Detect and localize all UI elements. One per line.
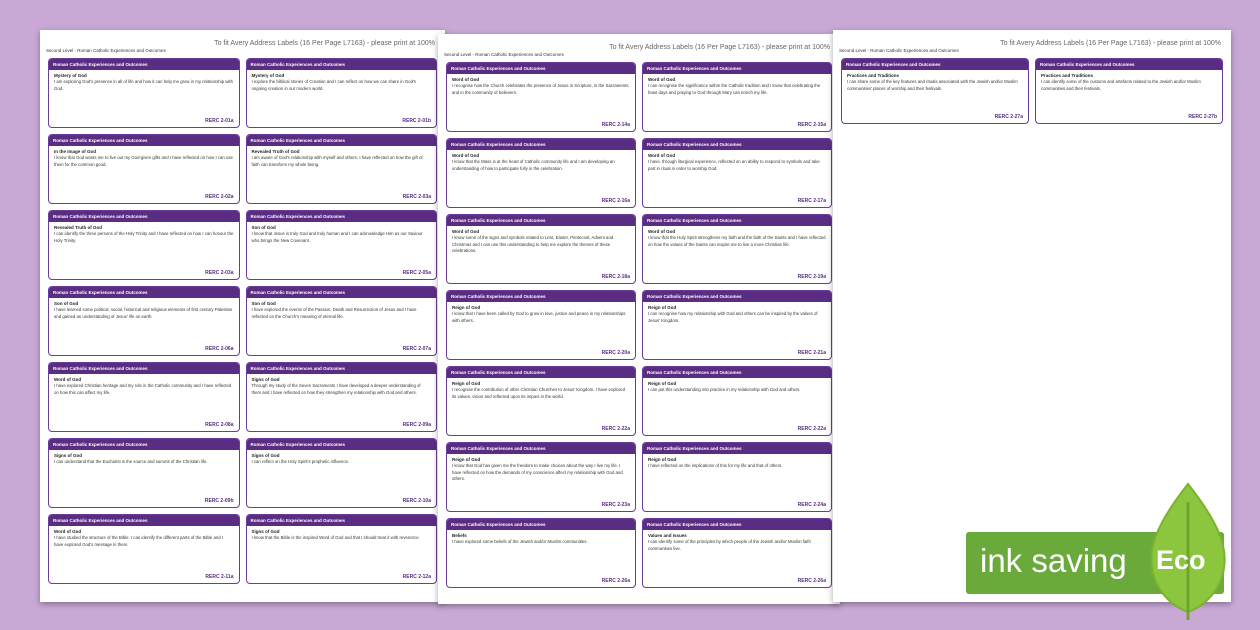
label-heading: Son of God (251, 225, 276, 230)
label-title: Roman Catholic Experiences and Outcomes (49, 363, 239, 374)
label-code: RERC 2-26a (601, 578, 630, 584)
label-code: RERC 2-12a (402, 574, 431, 580)
label-code: RERC 2-03a (402, 194, 431, 200)
label-body: I know that I have been called by God to grow in love, justice and peace in my relationships with others. (452, 311, 626, 323)
label-code: RERC 2-07a (402, 346, 431, 352)
label-card (48, 286, 240, 356)
label-card (246, 286, 438, 356)
page-header: To fit Avery Address Labels (16 Per Page L7163) - please print at 100% (214, 40, 435, 47)
label-body: I know that the Bible is the inspired Word of God and that I should treat it with reverence. (251, 535, 420, 540)
label-card (642, 214, 832, 284)
label-code: RERC 2-22a (797, 426, 826, 432)
label-code: RERC 2-24a (797, 502, 826, 508)
label-heading: Reign of God (452, 381, 481, 386)
label-grid (48, 58, 437, 584)
label-body: I can share some of the key features and rituals associated with the Jewish and/or Muslim communities' places of worship and their festivals. (847, 79, 1018, 91)
label-code: RERC 2-27b (1188, 114, 1217, 120)
label-body: Through my study of the Seven Sacraments I have developed a deeper understanding of them and I have reflected on how they strengthen my relationship with God and others. (251, 383, 421, 395)
label-code: RERC 2-09a (402, 422, 431, 428)
label-heading: Reign of God (452, 457, 481, 462)
label-grid (446, 62, 832, 588)
label-card (642, 138, 832, 208)
label-card (48, 362, 240, 432)
label-code: RERC 2-03a (205, 270, 234, 276)
label-card (841, 58, 1029, 124)
label-title: Roman Catholic Experiences and Outcomes (643, 139, 831, 150)
label-code: RERC 2-11a (205, 574, 234, 580)
page-header: To fit Avery Address Labels (16 Per Page L7163) - please print at 100% (609, 44, 830, 51)
label-title: Roman Catholic Experiences and Outcomes (643, 291, 831, 302)
label-body: I explore the biblical stories of Creation and I can reflect on how we can share in God's ongoing creation in our modern world. (251, 79, 416, 91)
label-code: RERC 2-16a (601, 198, 630, 204)
label-title: Roman Catholic Experiences and Outcomes (49, 59, 239, 70)
label-card (446, 442, 636, 512)
label-title: Roman Catholic Experiences and Outcomes (643, 519, 831, 530)
label-body: I have learned some political, social, historical and religious elements of first century Palestine and gained an understanding of Jesus' life on earth. (54, 307, 233, 319)
label-code: RERC 2-23a (601, 502, 630, 508)
label-code: RERC 2-19a (797, 274, 826, 280)
label-title: Roman Catholic Experiences and Outcomes (49, 135, 239, 146)
label-code: RERC 2-05a (402, 270, 431, 276)
eco-label: Eco (1156, 545, 1206, 575)
label-heading: Reign of God (648, 305, 677, 310)
label-code: RERC 2-15a (797, 122, 826, 128)
label-title: Roman Catholic Experiences and Outcomes (49, 211, 239, 222)
label-heading: Word of God (648, 153, 676, 158)
label-title: Roman Catholic Experiences and Outcomes (643, 215, 831, 226)
page-subheader: Second Level - Roman Catholic Experiences and Outcomes (444, 52, 564, 57)
label-card (642, 442, 832, 512)
label-body: I know that God has given me the freedom to make choices about the way I live my life. I have reflected on how the demands of my conscience affect my relationship with God and others. (452, 463, 623, 481)
label-body: I know that the Holy Spirit strengthens my faith and the faith of the Saints and I have reflected on how the values of the Saints can inspire me to live a more Christian life. (648, 235, 826, 247)
label-title: Roman Catholic Experiences and Outcomes (247, 363, 437, 374)
label-body: I know that God wants me to live out my God-given gifts and I have reflected on how I can use them for the common good. (54, 155, 233, 167)
label-card (642, 290, 832, 360)
label-card (642, 62, 832, 132)
label-heading: Son of God (54, 301, 79, 306)
label-body: I can recognise how my relationship with God and others can be inspired by the values of Jesus' Kingdom. (648, 311, 818, 323)
label-body: I have, through liturgical experience, reflected on an ability to respond to symbols and take part in ritual in order to worship God. (648, 159, 820, 171)
label-code: RERC 2-01b (402, 118, 431, 124)
label-code: RERC 2-02a (205, 194, 234, 200)
page-subheader: Second Level - Roman Catholic Experiences and Outcomes (46, 48, 166, 53)
label-card (246, 58, 438, 128)
label-body: I can identify some of the customs and artefacts related to the Jewish and/or Muslim communities and their festivals. (1041, 79, 1201, 91)
label-title: Roman Catholic Experiences and Outcomes (447, 215, 635, 226)
label-heading: Values and Issues (648, 533, 687, 538)
label-code: RERC 2-01a (205, 118, 234, 124)
label-card (446, 62, 636, 132)
label-body: I have explored Christian heritage and my role in the Catholic community and I have reflected on how this can affect my life. (54, 383, 232, 395)
label-card (246, 438, 438, 508)
label-card (446, 290, 636, 360)
label-heading: Word of God (452, 229, 480, 234)
label-title: Roman Catholic Experiences and Outcomes (1036, 59, 1222, 70)
label-card (48, 210, 240, 280)
label-body: I recognise the contribution of other Christian Churches to Jesus' Kingdom. I have explored its values, vision and reflected upon its impact in the world. (452, 387, 626, 399)
label-body: I have reflected on the implications of this for my life and that of others. (648, 463, 783, 468)
label-heading: Practices and Traditions (847, 73, 900, 78)
label-card (48, 58, 240, 128)
label-body: I can identify some of the principles by which people of the Jewish and/or Muslim faith communities live. (648, 539, 811, 551)
page-header: To fit Avery Address Labels (16 Per Page L7163) - please print at 100% (1000, 40, 1221, 47)
label-card (446, 138, 636, 208)
label-card (642, 366, 832, 436)
label-card (48, 514, 240, 584)
label-code: RERC 2-10a (402, 498, 431, 504)
label-code: RERC 2-26a (797, 578, 826, 584)
label-code: RERC 2-06a (205, 346, 234, 352)
worksheet-page-1 (40, 30, 445, 602)
label-card (246, 362, 438, 432)
label-title: Roman Catholic Experiences and Outcomes (447, 139, 635, 150)
label-title: Roman Catholic Experiences and Outcomes (643, 367, 831, 378)
label-heading: Word of God (54, 377, 82, 382)
label-body: I can recognise the significance within the Catholic tradition and I know that celebrating the feast days and praying to God through Mary can enrich my life. (648, 83, 821, 95)
label-code: RERC 2-09b (204, 498, 234, 504)
label-card (246, 514, 438, 584)
label-title: Roman Catholic Experiences and Outcomes (447, 291, 635, 302)
label-code: RERC 2-14a (601, 122, 630, 128)
label-code: RERC 2-27a (994, 114, 1023, 120)
label-card (48, 134, 240, 204)
label-card (1035, 58, 1223, 124)
label-card (48, 438, 240, 508)
label-heading: Signs of God (54, 453, 82, 458)
label-card (246, 134, 438, 204)
label-heading: Reign of God (648, 381, 677, 386)
label-title: Roman Catholic Experiences and Outcomes (49, 287, 239, 298)
label-card (642, 518, 832, 588)
label-title: Roman Catholic Experiences and Outcomes (247, 211, 437, 222)
label-heading: Word of God (54, 529, 82, 534)
label-body: I have explored some beliefs of the Jewish and/or Muslim communities. (452, 539, 588, 544)
label-code: RERC 2-18a (601, 274, 630, 280)
label-heading: Reign of God (452, 305, 481, 310)
label-title: Roman Catholic Experiences and Outcomes (447, 367, 635, 378)
label-heading: Word of God (648, 229, 676, 234)
label-body: I can identify the three persons of the Holy Trinity and I have reflected on how I can honour the Holy Trinity. (54, 231, 234, 243)
label-heading: Beliefs (452, 533, 467, 538)
label-body: I can put this understanding into practice in my relationship with God and others. (648, 387, 801, 392)
label-heading: Revealed Truth of God (54, 225, 103, 230)
worksheet-page-2 (438, 34, 840, 604)
label-body: I recognise how the Church celebrates the presence of Jesus in Scripture, in the Sacraments and in the community of believers. (452, 83, 629, 95)
label-heading: Reign of God (648, 457, 677, 462)
label-body: I can reflect on the Holy Spirit's prophetic influence. (251, 459, 350, 464)
label-body: I can understand that the Eucharist is the source and summit of the Christian life. (54, 459, 208, 464)
label-heading: Mystery of God (54, 73, 87, 78)
label-body: I have studied the structure of the Bible. I can identify the different parts of the Bible and I have explored God's message in them. (54, 535, 224, 547)
label-heading: Revealed Truth of God (251, 149, 300, 154)
label-body: I have explored the events of the Passion, Death and Resurrection of Jesus and I have reflected on the Church's meaning of eternal life. (251, 307, 417, 319)
label-heading: Signs of God (251, 529, 280, 534)
label-title: Roman Catholic Experiences and Outcomes (447, 443, 635, 454)
label-heading: Signs of God (251, 377, 280, 382)
label-heading: Word of God (648, 77, 676, 82)
label-code: RERC 2-17a (797, 198, 826, 204)
label-heading: Signs of God (251, 453, 280, 458)
label-title: Roman Catholic Experiences and Outcomes (842, 59, 1028, 70)
label-heading: In the Image of God (54, 149, 97, 154)
label-heading: Word of God (452, 153, 480, 158)
label-code: RERC 2-08a (205, 422, 234, 428)
label-body: I know some of the signs and symbols related to Lent, Easter, Pentecost, Advent and Christmas and I can use this understanding to help me explore the themes of these celebrations. (452, 235, 614, 253)
label-code: RERC 2-21a (797, 350, 826, 356)
label-body: I am exploring God's presence in all of life and how it can help me grow in my relationship with God. (54, 79, 233, 91)
label-code: RERC 2-20a (601, 350, 630, 356)
label-title: Roman Catholic Experiences and Outcomes (447, 519, 635, 530)
label-heading: Son of God (251, 301, 276, 306)
label-body: I know that the Mass is at the heart of Catholic community life and I am developing an understanding of how to participate fully in the celebration. (452, 159, 615, 171)
label-title: Roman Catholic Experiences and Outcomes (247, 439, 437, 450)
page-subheader: Second Level - Roman Catholic Experiences and Outcomes (839, 48, 959, 53)
label-title: Roman Catholic Experiences and Outcomes (247, 59, 437, 70)
label-title: Roman Catholic Experiences and Outcomes (447, 63, 635, 74)
label-code: RERC 2-22a (601, 426, 630, 432)
ink-saving-text: ink saving (980, 542, 1127, 579)
label-card (446, 366, 636, 436)
label-title: Roman Catholic Experiences and Outcomes (247, 287, 437, 298)
label-card (446, 518, 636, 588)
label-heading: Word of God (452, 77, 480, 82)
label-body: I know that Jesus is truly God and truly human and I can acknowledge Him as our Saviour who brings the New Covenant. (251, 231, 423, 243)
label-grid (841, 58, 1223, 124)
label-title: Roman Catholic Experiences and Outcomes (247, 135, 437, 146)
label-title: Roman Catholic Experiences and Outcomes (49, 439, 239, 450)
label-title: Roman Catholic Experiences and Outcomes (49, 515, 239, 526)
label-card (446, 214, 636, 284)
label-title: Roman Catholic Experiences and Outcomes (643, 443, 831, 454)
label-body: I am aware of God's relationship with myself and others. I have reflected on how the gift of faith can transform my whole being. (251, 155, 423, 167)
label-title: Roman Catholic Experiences and Outcomes (643, 63, 831, 74)
label-title: Roman Catholic Experiences and Outcomes (247, 515, 437, 526)
label-card (246, 210, 438, 280)
label-heading: Practices and Traditions (1041, 73, 1094, 78)
label-heading: Mystery of God (251, 73, 285, 78)
